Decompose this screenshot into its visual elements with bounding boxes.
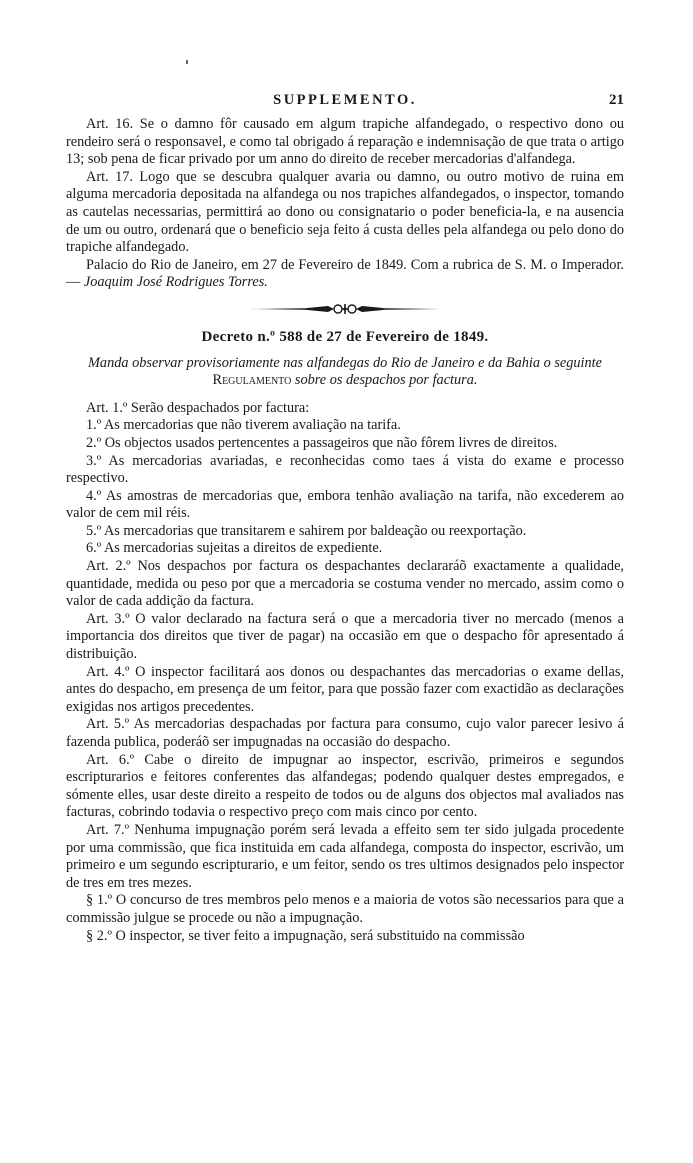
article-1-item-2: 2.º Os objectos usados pertencentes a passageiros que não fôrem livres de direitos. xyxy=(86,434,558,451)
article-7-paragraph-1: § 1.º O concurso de tres membros pelo menos e a maioria de votos são necessarios para que a commissão julgue se procede ou não a impugnação. xyxy=(66,892,624,926)
closing-paragraph xyxy=(66,257,624,292)
running-title: SUPPLEMENTO. xyxy=(273,92,417,108)
subtitle-part2: sobre os despachos por factura. xyxy=(291,372,478,389)
decorative-rule-icon xyxy=(250,303,440,315)
subtitle-part1: Manda observar provisoriamente nas alfandegas do Rio de Janeiro e da Bahia o seguinte xyxy=(88,354,602,371)
decree-subtitle xyxy=(66,355,624,390)
article-5: Art. 5.º As mercadorias despachadas por factura para consumo, cujo valor parecer lesivo á fazenda publica, poderáõ ser impugnadas na occasião do despacho. xyxy=(66,716,624,750)
article-3: Art. 3.º O valor declarado na factura será o que a mercadoria tiver no mercado (menos a importancia dos direitos que tiver de pagar) na occasião em que o despacho fôr apresentado á distribuição. xyxy=(66,610,624,663)
article-7: Art. 7.º Nenhuma impugnação porém será levada a effeito sem ter sido julgada procedente por uma commissão, que fica instituida em cada alfandega, composta do inspector, escrivão, um primeiro e um segundo escripturario, e um feitor, sendo os tres ultimos designados pelo inspector de tres em tres mezes. xyxy=(66,821,624,891)
page-header xyxy=(66,92,624,114)
decree-body xyxy=(66,400,624,945)
subtitle-regulamento: Regulamento xyxy=(212,372,292,389)
closing-text: Palacio do Rio de Janeiro, em 27 de Fevereiro de 1849. Com a rubrica de S. M. o Imperador. — xyxy=(66,256,624,291)
article-1-item-1: 1.º As mercadorias que não tiverem avaliação na tarifa. xyxy=(86,417,401,434)
article-6: Art. 6.º Cabe o direito de impugnar ao inspector, escrivão, primeiros e segundos escripturarios e feitores conferentes das alfandegas; podendo qualquer destes empregados, e sómente elles, usar deste direito a respeito de todos ou de alguns dos objectos mal avaliados nas facturas, cobrindo todavia o respectivo preço com mais cinco por cento. xyxy=(66,751,624,821)
article-17: Art. 17. Logo que se descubra qualquer avaria ou damno, ou outro motivo de ruina em alguma mercadoria depositada na alfandega ou nos trapiches alfandegados, o inspector, tomando as cautelas necessarias, permittirá ao dono ou consignatario o poder beneficia-la, e na ausencia de um ou outro, ordenará que o beneficio seja feito á custa delles pela alfandega ou pelo dono do trapiche alfandegado. xyxy=(66,168,624,256)
article-1: Art. 1.º Serão despachados por factura: xyxy=(86,399,310,416)
article-1-item-3: 3.º As mercadorias avariadas, e reconhecidas como taes á vista do exame e processo respectivo. xyxy=(66,452,624,487)
decree-title: Decreto n.º 588 de 27 de Fevereiro de 1849. xyxy=(201,328,489,345)
article-16: Art. 16. Se o damno fôr causado em algum trapiche alfandegado, o respectivo dono ou rendeiro será o responsavel, e como tal obrigado á reparação e indemnisação de que trata o artigo 13; sob pena de ficar privado por um anno do direito de receber mercadorias d'alfandega. xyxy=(66,116,624,168)
previous-decree-section xyxy=(66,116,624,292)
page-number: 21 xyxy=(609,92,624,108)
document-page xyxy=(66,92,624,945)
article-2: Art. 2.º Nos despachos por factura os despachantes declararáõ exactamente a qualidade, quantidade, medida ou peso por que a mercadoria se costuma vender no mercado, assim como o valor de cada addição da factura. xyxy=(66,558,624,610)
stray-ink-mark xyxy=(186,60,188,64)
article-4: Art. 4.º O inspector facilitará aos donos ou despachantes das mercadorias o exame dellas, antes do despacho, em presença de um feitor, para que possão fazer com exactidão as declarações exigidas nos artigos precedentes. xyxy=(66,663,624,715)
article-1-item-5: 5.º As mercadorias que transitarem e sahirem por baldeação ou reexportação. xyxy=(86,522,527,539)
article-1-item-4: 4.º As amostras de mercadorias que, embora tenhão avaliação na tarifa, não excederem ao valor de cem mil réis. xyxy=(66,487,624,522)
article-7-paragraph-2: § 2.º O inspector, se tiver feito a impugnação, será substituido na commissão xyxy=(86,927,525,944)
signatory: Joaquim José Rodrigues Torres. xyxy=(83,274,268,291)
article-1-item-6: 6.º As mercadorias sujeitas a direitos de expediente. xyxy=(86,540,383,557)
decorative-rule xyxy=(66,303,624,315)
